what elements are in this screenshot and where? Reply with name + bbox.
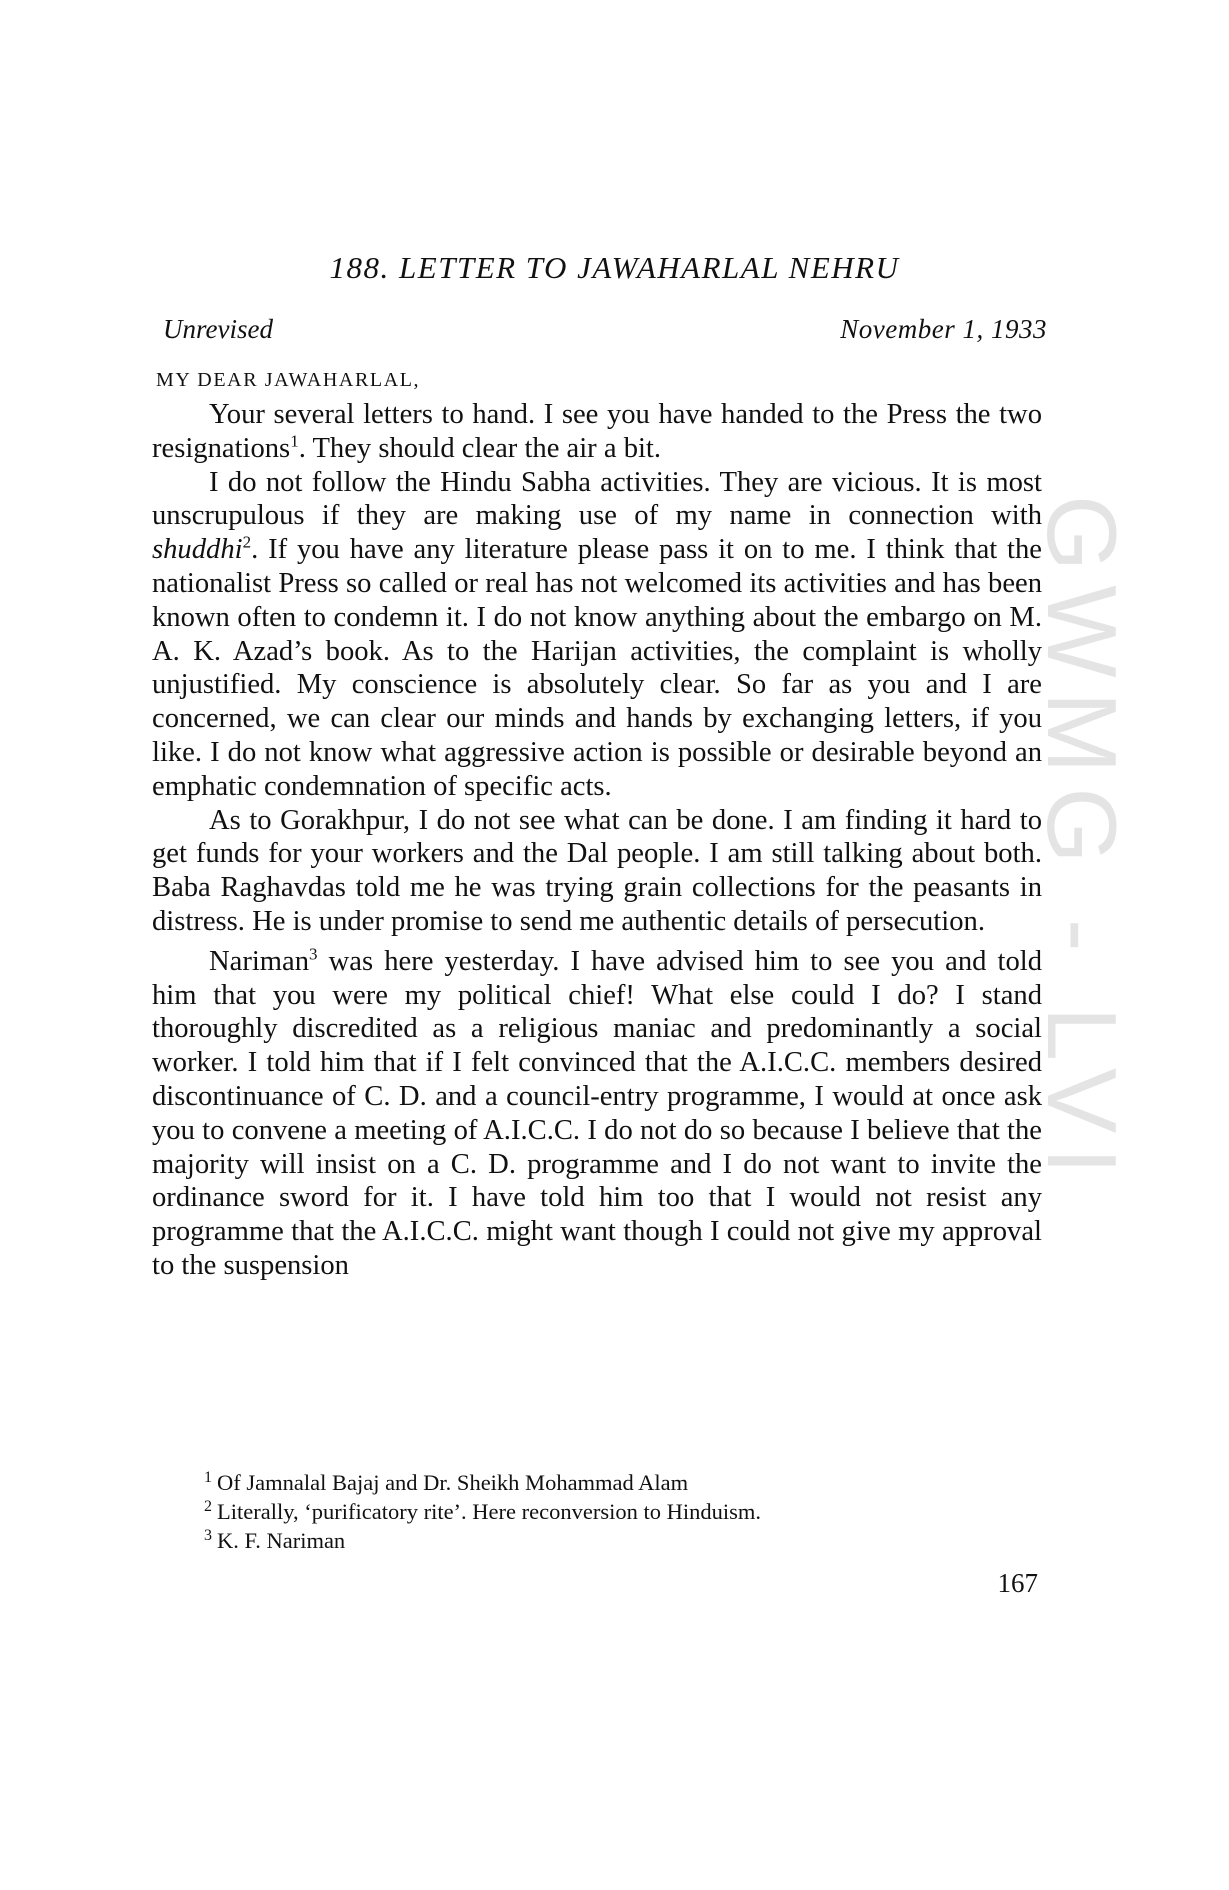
footnote-number: 3 bbox=[204, 1526, 212, 1544]
revision-status: Unrevised bbox=[163, 314, 273, 344]
paragraph-text: was here yesterday. I have advised him to see you and told him that you were my political chief! What else could I do? I stand thoroughly discredited as a religious maniac and predominantly a social worker. I told him that if I felt convinced that the A.I.C.C. members desired discontinuance of C. D. and a council-entry programme, I would at once ask you to convene a meeting of A.I.C.C. I do not do so because I believe that the majority will insist on a C. D. programme and I do not want to invite the ordinance sword for it. I have told him too that I would not resist any programme that the A.I.C.C. might want though I could not give my approval to the suspension bbox=[152, 945, 1042, 1281]
paragraph-text: I do not follow the Hindu Sabha activities. They are vicious. It is most unscrupulous if they are making use of my name in connection with bbox=[152, 466, 1042, 532]
footnote-text: Of Jamnalal Bajaj and Dr. Sheikh Mohammad Alam bbox=[217, 1470, 689, 1495]
paragraph-text: Your several letters to hand. I see you have handed to the Press the two resignations bbox=[152, 399, 1042, 464]
footnote-ref: 2 bbox=[242, 532, 252, 552]
paragraph-text: As to Gorakhpur, I do not see what can be done. I am finding it hard to get funds for your workers and the Dal people. I am still talking about both. Baba Raghavdas told me he was trying grain collections for the peasants in distress. He is under promise to send me authentic details of persecution. bbox=[152, 804, 1042, 937]
footnote-number: 2 bbox=[204, 1497, 212, 1515]
italic-term: shuddhi bbox=[152, 534, 243, 566]
paragraph bbox=[152, 398, 1042, 466]
page-number: 167 bbox=[997, 1568, 1038, 1598]
letter-body bbox=[152, 398, 1042, 1283]
watermark: GWMG - LVI bbox=[1027, 495, 1137, 1189]
letter-date: November 1, 1933 bbox=[840, 314, 1047, 344]
footnote-text: K. F. Nariman bbox=[217, 1528, 346, 1553]
footnote bbox=[204, 1526, 1024, 1555]
footnote-text: Literally, ‘purificatory rite’. Here reconversion to Hinduism. bbox=[217, 1499, 761, 1524]
paragraph-text: Nariman bbox=[209, 945, 310, 977]
salutation: MY DEAR JAWAHARLAL, bbox=[156, 369, 421, 391]
paragraph bbox=[152, 945, 1042, 1283]
footnote-number: 1 bbox=[204, 1468, 212, 1486]
letter-title: 188. LETTER TO JAWAHARLAL NEHRU bbox=[329, 250, 900, 285]
paragraph-text: . They should clear the air a bit. bbox=[298, 432, 662, 464]
footnotes bbox=[204, 1468, 1024, 1555]
footnote-ref: 3 bbox=[309, 944, 318, 964]
footnote bbox=[204, 1468, 1024, 1497]
paragraph-text: . If you have any literature please pass it on to me. I think that the nationalist Press so called or real has not welcomed its activities and has been known often to condemn it. I do not know anything about the embargo on M. A. K. Azad’s book. As to the Harijan activities, the complaint is wholly unjustified. My conscience is absolutely clear. So far as you and I are concerned, we can clear our minds and hands by exchanging letters, if you like. I do not know what aggressive action is possible or desirable beyond an emphatic condemnation of specific acts. bbox=[152, 534, 1042, 802]
paragraph bbox=[152, 466, 1042, 804]
paragraph bbox=[152, 804, 1042, 939]
footnote bbox=[204, 1497, 1024, 1526]
footnote-ref: 1 bbox=[290, 431, 299, 451]
